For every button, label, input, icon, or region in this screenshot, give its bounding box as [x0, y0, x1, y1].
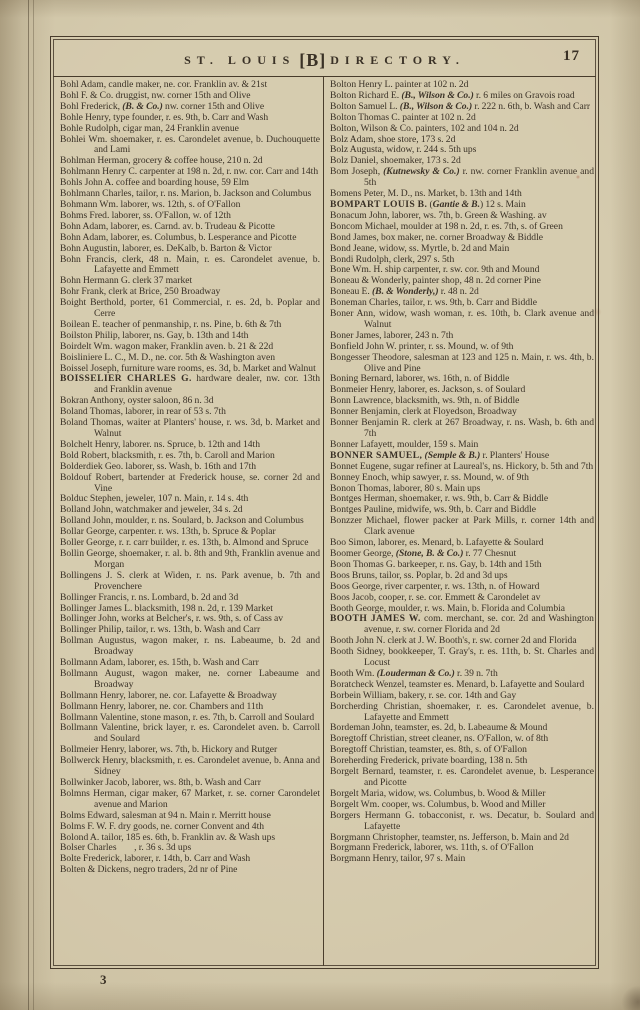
- directory-column-right: [324, 77, 596, 966]
- directory-entry: Bond Jeane, widow, ss. Myrtle, b. 2d and Main: [330, 242, 510, 254]
- entry-name-emphasis: BOOTH JAMES W.: [330, 613, 421, 625]
- directory-entry: Boncom Michael, moulder at 198 n. 2d, r. es. 7th, s. of Green: [330, 220, 563, 232]
- directory-entry: Bollwinker Jacob, laborer, ws. 8th, b. Wash and Carr: [60, 777, 261, 788]
- firm-name: (B. & Wonderly,): [371, 286, 439, 298]
- directory-entry: Boilean E. teacher of penmanship, r. ns. Pine, b. 6th & 7th: [60, 318, 282, 330]
- page-title: [53, 50, 596, 71]
- directory-entry: BOOTH JAMES W. com. merchant, se. cor. 2d and Washington avenue, r. sw. corner Florida and 2d: [330, 613, 594, 636]
- directory-entry: Boland Thomas, waiter at Planters' house, r. ws. 3d, b. Market and Walnut: [60, 417, 320, 439]
- directory-entry: Bondi Rudolph, clerk, 297 s. 5th: [330, 253, 455, 265]
- directory-entry: Borgelt Wm. cooper, ws. Columbus, b. Wood and Miller: [330, 798, 546, 810]
- directory-entry: Bollmann Henry, laborer, ne. cor. Lafayette & Broadway: [60, 689, 277, 701]
- directory-entry: Bohle Rudolph, cigar man, 24 Franklin avenue: [60, 122, 239, 134]
- directory-entry: Borgelt Bernard, teamster, r. es. Carondelet avenue, b. Lesperance and Picotte: [330, 766, 594, 788]
- directory-entry: Boratcheck Wenzel, teamster es. Menard, b. Lafayette and Soulard: [330, 678, 585, 690]
- directory-entry: Bonzzer Michael, flower packer at Park Mills, r. corner 14th and Clark avenue: [330, 515, 594, 538]
- directory-column-left: [53, 77, 324, 966]
- directory-entry: Boight Berthold, porter, 61 Commercial, r. es. 2d, b. Poplar and Cerre: [60, 297, 320, 320]
- page-title-left: ST. LOUIS: [184, 53, 296, 67]
- firm-name: (Louderman & Co.): [376, 667, 455, 679]
- directory-entry: Bollin George, shoemaker, r. al. b. 8th and 9th, Franklin avenue and Morgan: [60, 547, 320, 570]
- directory-entry: Bonney Enoch, whip sawyer, r. ss. Mound, w. of 9th: [330, 471, 529, 483]
- directory-entry: Bolms F. W. F. dry goods, ne. corner Convent and 4th: [60, 820, 265, 832]
- directory-entry: Boo Simon, laborer, es. Menard, b. Lafayette & Soulard: [330, 537, 544, 549]
- page-gutter-line: [33, 0, 34, 1010]
- directory-entry: Boller George, r. r. carr builder, r. es. 13th, b. Almond and Spruce: [60, 537, 309, 549]
- directory-entry: Bolton Henry L. painter at 102 n. 2d: [330, 79, 469, 90]
- firm-name: (Semple & B.): [424, 449, 481, 461]
- directory-entry: Boning Bernard, laborer, ws. 16th, n. of Biddle: [330, 373, 510, 385]
- directory-entry: Bohl Adam, candle maker, ne. cor. Franklin av. & 21st: [60, 79, 268, 90]
- directory-entry: Boreherding Frederick, private boarding, 138 n. 5th: [330, 755, 528, 767]
- directory-entry: Bonacum John, laborer, ws. 7th, b. Green & Washing. av: [330, 209, 547, 221]
- directory-entry: Bonn Lawrence, blacksmith, ws. 9th, n. of Biddle: [330, 395, 520, 407]
- directory-entry: Bolmns Herman, cigar maker, 67 Market, r. se. corner Carondelet avenue and Marion: [60, 787, 320, 810]
- directory-entry: Booth Sidney, bookkeeper, T. Gray's, r. es. 11th, b. St. Charles and Locust: [330, 646, 594, 669]
- directory-entry: Bolond A. tailor, 185 es. 6th, b. Franklin av. & Wash ups: [60, 831, 276, 843]
- directory-entry: Bohl F. & Co. druggist, nw. corner 15th and Olive: [60, 89, 251, 101]
- directory-entry: Boregtoff Christian, street cleaner, ns. O'Fallon, w. of 8th: [330, 733, 549, 745]
- directory-entry: Bontges Herman, shoemaker, r. ws. 9th, b. Carr & Biddle: [330, 493, 549, 505]
- directory-entry: Boland Thomas, laborer, in rear of 53 s. 7th: [60, 406, 226, 418]
- directory-entry: Boomer George, (Stone, B. & Co.) r. 77 Chesnut: [330, 547, 517, 559]
- directory-entry: Bone Wm. H. ship carpenter, r. sw. cor. 9th and Mound: [330, 264, 540, 276]
- directory-entry: Boneman Charles, tailor, r. ws. 9th, b. Carr and Biddle: [330, 297, 537, 309]
- section-letter: [B]: [299, 50, 327, 70]
- directory-entry: Bollmann Henry, laborer, ne. cor. Chambers and 11th: [60, 700, 264, 712]
- directory-entry: Bongesser Theodore, salesman at 123 and 125 n. Main, r. ws. 4th, b. Olive and Pine: [330, 351, 594, 374]
- directory-entry: Booth Wm. (Louderman & Co.) r. 39 n. 7th: [330, 667, 498, 679]
- directory-entry: Borgmann Christopher, teamster, ns. Jefferson, b. Main and 2d: [330, 831, 569, 843]
- page-gutter-line: [28, 0, 29, 1010]
- directory-entry: Bonner Benjamin R. clerk at 267 Broadway, r. ns. Wash, b. 6th and 7th: [330, 417, 594, 439]
- directory-entry: Bolduc Stephen, jeweler, 107 n. Main, r. 14 s. 4th: [60, 493, 249, 505]
- directory-entry: Bohl Frederick, (B. & Co.) nw. corner 15th and Olive: [60, 100, 265, 112]
- directory-entry: Bomens Peter, M. D., ns. Market, b. 13th and 14th: [330, 188, 522, 200]
- directory-entry: Boos Jacob, cooper, r. se. cor. Emmett & Carondelet av: [330, 591, 541, 603]
- page-title-right: DIRECTORY.: [330, 53, 465, 67]
- firm-name: (B. & Co.): [122, 100, 163, 112]
- directory-entry: Boos George, river carpenter, r. ws. 13th, n. of Howard: [330, 580, 540, 592]
- directory-entry: Bohls John A. coffee and boarding house, 59 Elm: [60, 177, 250, 189]
- directory-entry: Bollwerck Henry, blacksmith, r. es. Carondelet avenue, b. Anna and Sidney: [60, 755, 320, 778]
- directory-entry: Bohms Fred. laborer, ss. O'Fallon, w. of 12th: [60, 209, 231, 221]
- directory-entry: Bohlmann Henry C. carpenter at 198 n. 2d, r. nw. cor. Carr and 14th: [60, 166, 319, 178]
- directory-entry: Boos Bruns, tailor, ss. Poplar, b. 2d and 3d ups: [330, 569, 508, 581]
- directory-entry: BONNER SAMUEL, (Semple & B.) r. Planters' House: [330, 449, 550, 461]
- directory-entry: Bollmann Adam, laborer, es. 15th, b. Wash and Carr: [60, 657, 259, 669]
- firm-name: (B., Wilson & Co.): [399, 100, 473, 112]
- directory-entry: Bold Robert, blacksmith, r. es. 7th, b. Caroll and Marion: [60, 449, 275, 461]
- directory-entry: Bonfield John W. printer, r. ss. Mound, w. of 9th: [330, 340, 514, 352]
- directory-entry: Bollman Augustus, wagon maker, r. ns. Labeaume, b. 2d and Broadway: [60, 635, 320, 658]
- directory-entry: Boilston Philip, laborer, ns. Gay, b. 13th and 14th: [60, 329, 249, 341]
- directory-entry: BOMPART LOUIS B. (Gantie & B.) 12 s. Main: [330, 198, 526, 210]
- directory-entry: Bolms Edward, salesman at 94 n. Main r. Merritt house: [60, 809, 271, 821]
- directory-entry: Bohmann Wm. laborer, ws. 12th, s. of O'Fallon: [60, 198, 241, 210]
- directory-entry: Boissel Joseph, furniture ware rooms, es. 3d, b. Market and Walnut: [60, 362, 316, 374]
- directory-entry: Bolz Augusta, widow, r. 244 s. 5th ups: [330, 144, 477, 156]
- directory-entry: Bollmann Valentine, stone mason, r. es. 7th, b. Carroll and Soulard: [60, 711, 315, 723]
- directory-entry: Booth John N. clerk at J. W. Booth's, r. sw. corner 2d and Florida: [330, 635, 577, 647]
- directory-entry: Bolton Samuel L. (B., Wilson & Co.) r. 222 n. 6th, b. Wash and Carr: [330, 100, 591, 112]
- directory-entry: Bollmann August, wagon maker, ne. corner Labeaume and Broadway: [60, 667, 320, 690]
- directory-entry: Boon Thomas G. barkeeper, r. ns. Gay, b. 14th and 15th: [330, 558, 542, 570]
- directory-entry: Bohn Adam, laborer, es. Carnd. av. b. Trudeau & Picotte: [60, 220, 275, 232]
- directory-entry: Boisliniere L. C., M. D., ne. cor. 5th & Washington aven: [60, 351, 276, 363]
- directory-entry: Bonner Benjamin, clerk at Floyedson, Broadway: [330, 406, 517, 418]
- directory-entry: Bohn Francis, clerk, 48 n. Main, r. es. Carondelet avenue, b. Lafayette and Emmett: [60, 253, 320, 276]
- directory-columns: [53, 77, 596, 966]
- directory-entry: Bohle Henry, type founder, r. es. 9th, b. Carr and Wash: [60, 111, 269, 123]
- directory-entry: Bollinger John, works at Belcher's, r. ws. 9th, s. of Cass av: [60, 613, 284, 625]
- directory-entry: Bollmann Valentine, brick layer, r. es. Carondelet aven. b. Carroll and Soulard: [60, 722, 320, 745]
- directory-entry: Bohn Augustin, laborer, es. DeKalb, b. Barton & Victor: [60, 242, 272, 254]
- directory-entry: Bonon Thomas, laborer, 80 s. Main ups: [330, 482, 481, 494]
- directory-entry: Bonner Lafayett, moulder, 159 s. Main: [330, 438, 479, 450]
- directory-entry: Borgmann Frederick, laborer, ws. 11th, s. of O'Fallon: [330, 842, 534, 854]
- directory-entry: Bollar George, carpenter. r. ws. 13th, b. Spruce & Poplar: [60, 526, 276, 538]
- directory-entry: Boner James, laborer, 243 n. 7th: [330, 329, 454, 341]
- directory-entry: Bond James, box maker, ne. corner Broadway & Biddle: [330, 231, 544, 243]
- directory-entry: Bolchelt Henry, laborer. ns. Spruce, b. 12th and 14th: [60, 438, 261, 450]
- directory-entry: Borgers Hermann G. tobacconist, r. ws. Decatur, b. Soulard and Lafayette: [330, 809, 594, 832]
- firm-name: (Kutnewsky & Co.): [383, 166, 460, 178]
- directory-entry: Bohn Hermann G. clerk 37 market: [60, 275, 193, 287]
- directory-entry: Bolser Charles , r. 36 s. 3d ups: [60, 842, 192, 854]
- directory-entry: Bohlmann Charles, tailor, r. ns. Marion, b. Jackson and Columbus: [60, 188, 312, 200]
- directory-entry: Bordeman John, teamster, es. 2d, b. Labeaume & Mound: [330, 722, 548, 734]
- directory-entry: Boneau E. (B. & Wonderly,) r. 48 n. 2d: [330, 286, 479, 298]
- directory-entry: Bollinger Philip, tailor, r. ws. 13th, b. Wash and Carr: [60, 624, 261, 636]
- directory-entry: BOISSELIER CHARLES G. hardware dealer, nw. cor. 13th and Franklin avenue: [60, 373, 320, 396]
- directory-entry: Bollinger James L. blacksmith, 198 n. 2d, r. 139 Market: [60, 602, 273, 614]
- directory-entry: Borgmann Henry, tailor, 97 s. Main: [330, 853, 466, 865]
- firm-name: (Stone, B. & Co.): [395, 547, 464, 559]
- directory-entry: Borcherding Christian, shoemaker, r. es. Carondelet avenue, b. Lafayette and Emmett: [330, 700, 594, 723]
- masthead: [53, 39, 596, 77]
- directory-entry: Bohn Adam, laborer, es. Columbus, b. Lesperance and Picotte: [60, 231, 297, 243]
- directory-entry: Bolland John, watchmaker and jeweler, 34 s. 2d: [60, 504, 243, 516]
- entry-name-emphasis: BONNER SAMUEL,: [330, 449, 423, 461]
- directory-entry: Bollinger Francis, r. ns. Lombard, b. 2d and 3d: [60, 591, 239, 603]
- directory-entry: Bohlman Herman, grocery & coffee house, 210 n. 2d: [60, 155, 263, 167]
- directory-entry: Bolz Daniel, shoemaker, 173 s. 2d: [330, 155, 461, 167]
- directory-entry: Bohr Frank, clerk at Brice, 250 Broadway: [60, 286, 221, 298]
- directory-entry: Boirdelt Wm. wagon maker, Franklin aven. b. 21 & 22d: [60, 340, 274, 352]
- directory-entry: Boner Ann, widow, wash woman, r. es. 10th, b. Clark avenue and Walnut: [330, 308, 594, 330]
- directory-entry: Boregtoff Christian, teamster, es. 8th, s. of O'Fallon: [330, 744, 527, 756]
- page-number: 17: [563, 48, 580, 64]
- directory-entry: Bom Joseph, (Kutnewsky & Co.) r. nw. corner Franklin avenue and 5th: [330, 166, 594, 189]
- firm-name: (B., Wilson & Co.): [401, 89, 474, 101]
- directory-entry: Bolton Richard E. (B., Wilson & Co.) r. 6 miles on Gravois road: [330, 89, 575, 101]
- directory-entry: Bolderdiek Geo. laborer, ss. Wash, b. 16th and 17th: [60, 460, 257, 472]
- directory-entry: Bonmeier Henry, laborer, es. Jackson, s. of Soulard: [330, 384, 526, 396]
- directory-entry: Booth George, moulder, r. ws. Main, b. Florida and Columbia: [330, 602, 566, 614]
- directory-entry: Bokran Anthony, oyster saloon, 86 n. 3d: [60, 395, 214, 407]
- directory-entry: Bollmeier Henry, laborer, ws. 7th, b. Hickory and Rutger: [60, 744, 278, 756]
- directory-entry: Bolton, Wilson & Co. painters, 102 and 104 n. 2d: [330, 122, 519, 134]
- firm-name: Gantie & B.: [432, 198, 480, 210]
- directory-entry: Boldouf Robert, bartender at Frederick house, se. corner 2d and Vine: [60, 471, 320, 494]
- signature-mark: 3: [100, 972, 107, 987]
- directory-entry: Bonnet Eugene, sugar refiner at Laureal's, ns. Hickory, b. 5th and 7th: [330, 460, 594, 472]
- directory-entry: Bolton Thomas C. painter at 102 n. 2d: [330, 111, 476, 123]
- directory-entry: Bolz Adam, shoe store, 173 s. 2d: [330, 133, 456, 145]
- entry-name-emphasis: BOISSELIER CHARLES G.: [60, 373, 192, 385]
- directory-entry: Bolte Frederick, laborer, r. 14th, b. Carr and Wash: [60, 853, 251, 865]
- directory-entry: Borbein William, bakery, r. se. cor. 14th and Gay: [330, 689, 517, 701]
- directory-entry: Borgelt Maria, widow, ws. Columbus, b. Wood & Miller: [330, 787, 546, 799]
- directory-entry: Bolten & Dickens, negro traders, 2d nr of Pine: [60, 864, 238, 876]
- directory-entry: Bolland John, moulder, r. ns. Soulard, b. Jackson and Columbus: [60, 515, 304, 527]
- directory-entry: Bohlei Wm. shoemaker, r. es. Carondelet avenue, b. Duchouquette and Lami: [60, 133, 320, 156]
- directory-entry: Bollingens J. S. clerk at Widen, r. ns. Park avenue, b. 7th and Provenchere: [60, 569, 320, 592]
- directory-entry: Boneau & Wonderly, painter shop, 48 n. 2d corner Pine: [330, 275, 541, 287]
- page-frame: [50, 36, 599, 969]
- entry-name-emphasis: BOMPART LOUIS B.: [330, 198, 428, 210]
- directory-entry: Bontges Pauline, midwife, ws. 9th, b. Carr and Biddle: [330, 504, 536, 516]
